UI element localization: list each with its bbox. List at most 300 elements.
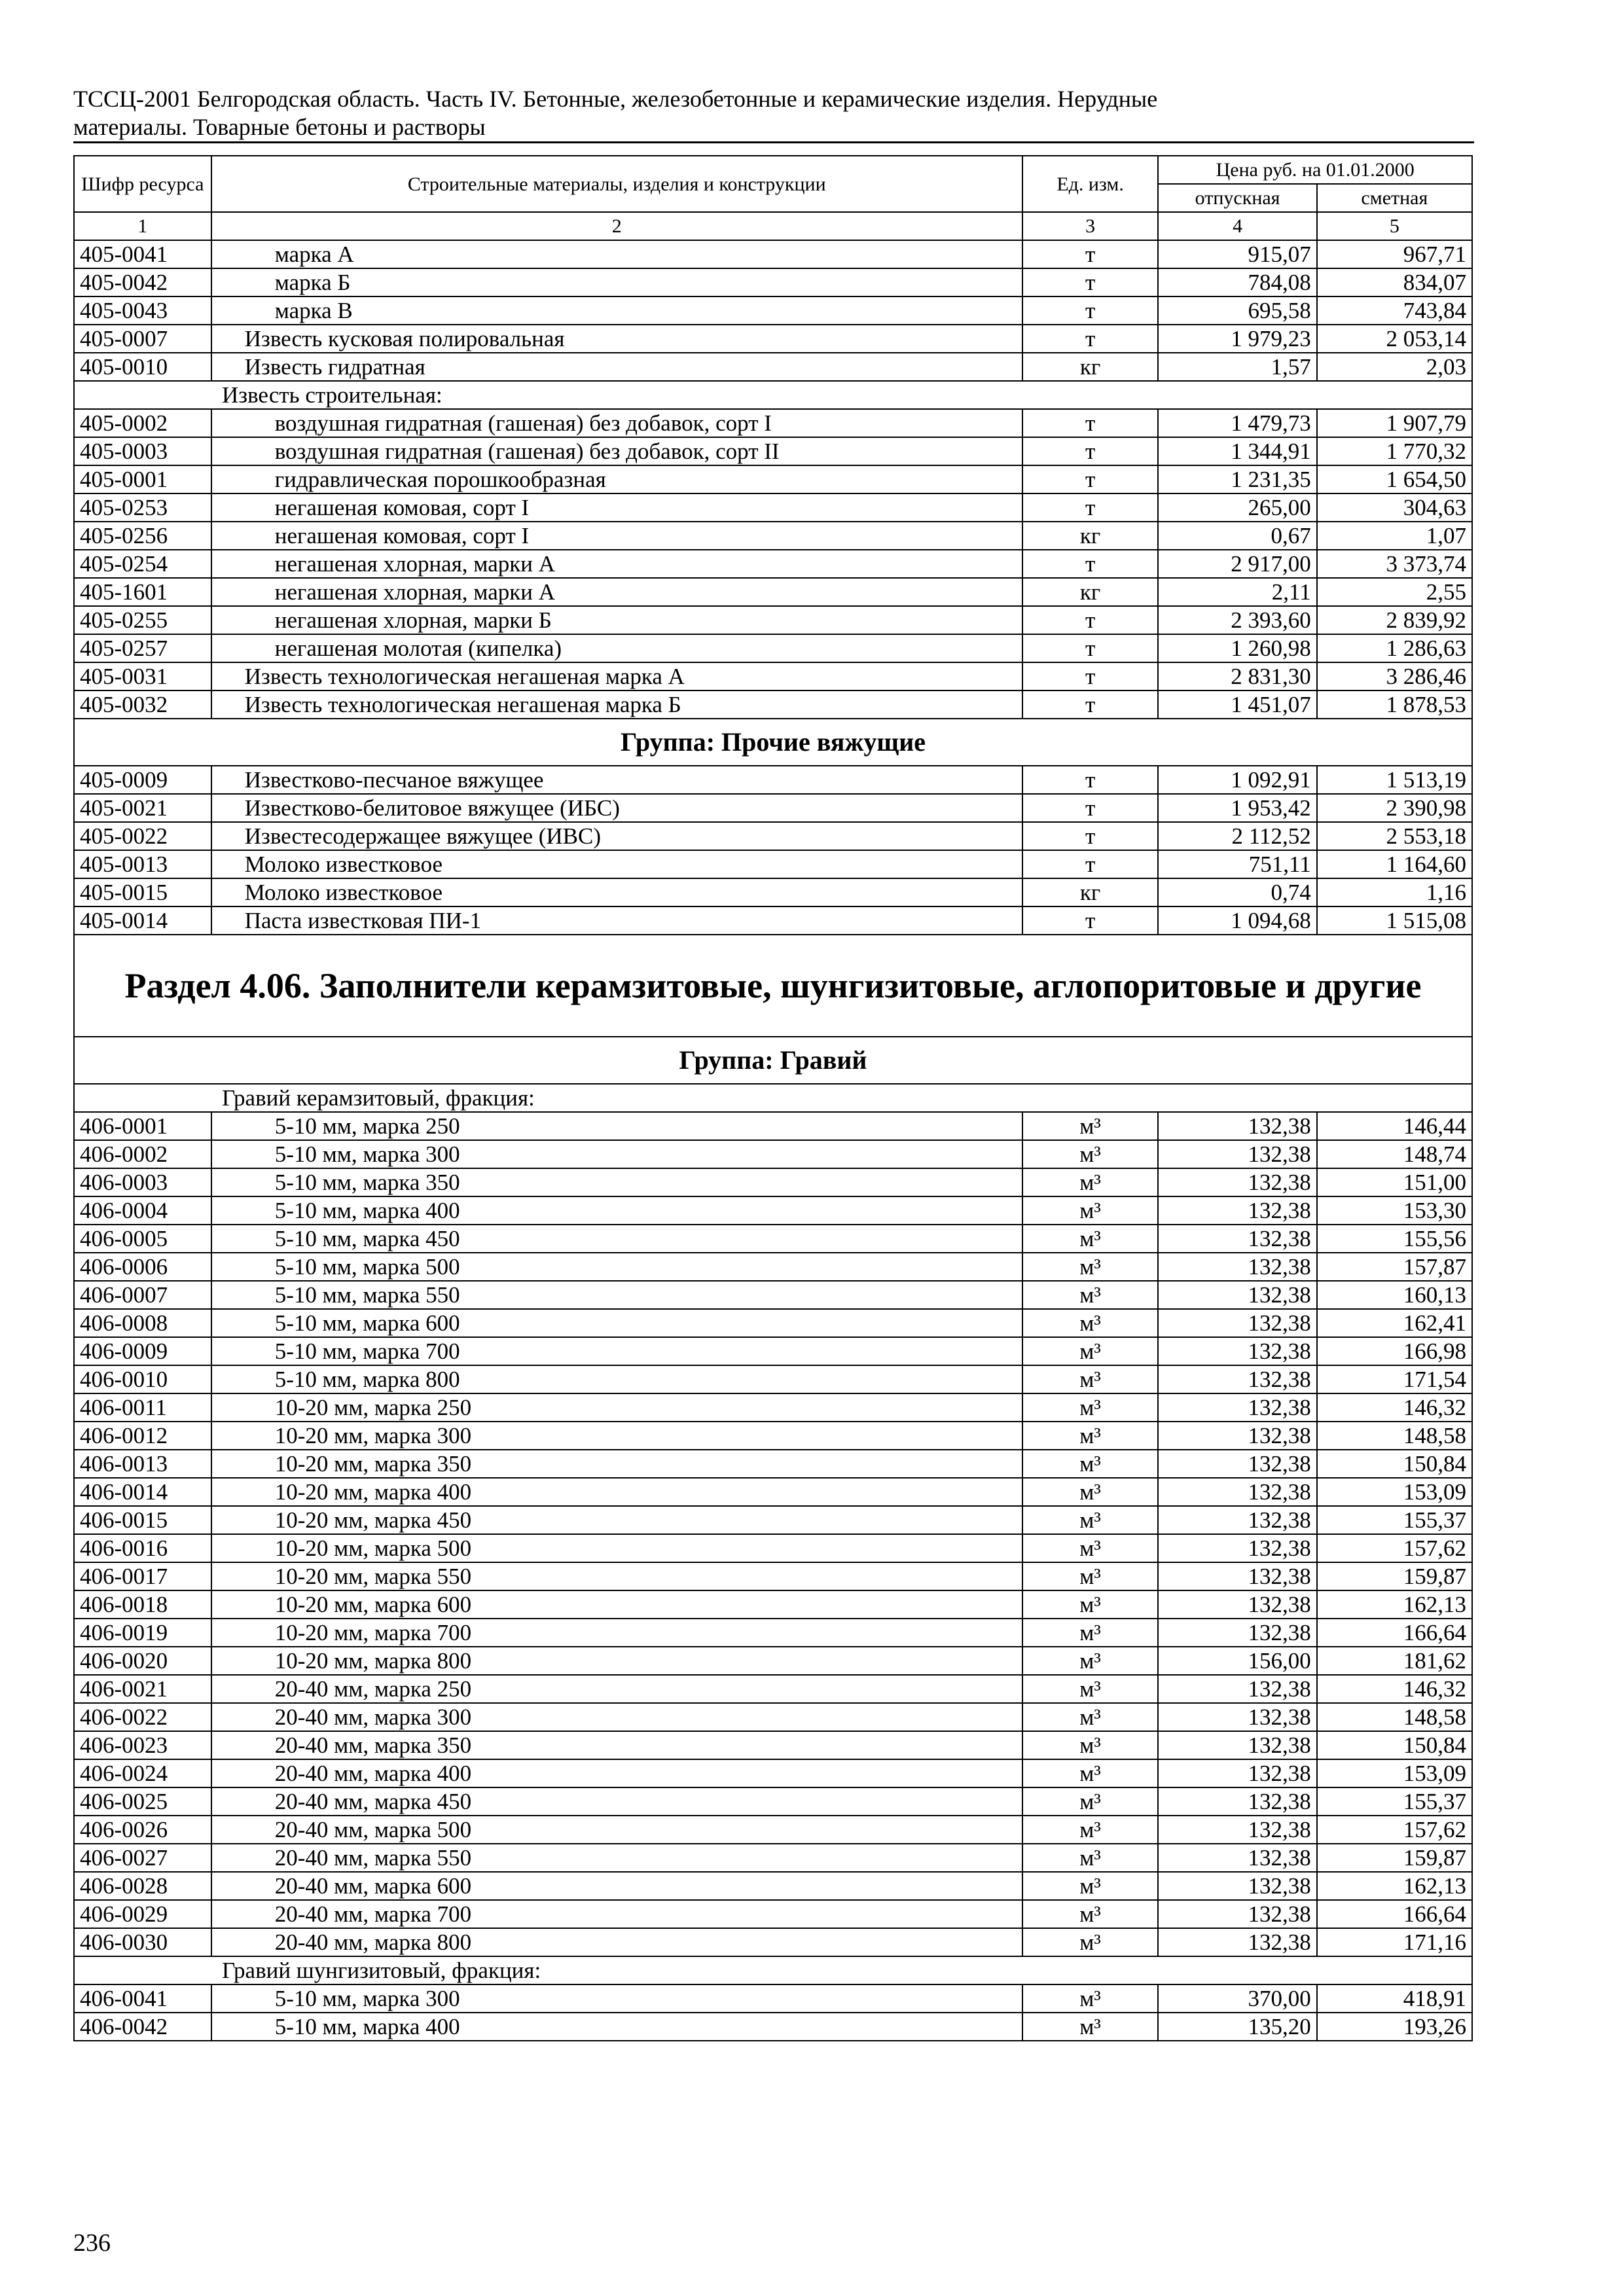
release-price: 132,38 — [1158, 1619, 1316, 1647]
resource-code: 406-0026 — [74, 1816, 211, 1844]
release-price: 135,20 — [1158, 2013, 1316, 2041]
release-price: 1 344,91 — [1158, 437, 1316, 465]
table-row — [74, 1731, 1472, 1759]
unit-cell: т — [1022, 906, 1159, 935]
subheading-row — [74, 1084, 1472, 1112]
table-row — [74, 1675, 1472, 1703]
unit-cell: т — [1022, 662, 1159, 691]
release-price: 132,38 — [1158, 1816, 1316, 1844]
release-price: 132,38 — [1158, 1900, 1316, 1928]
estimate-price: 155,56 — [1317, 1225, 1472, 1253]
resource-code: 405-0015 — [74, 878, 211, 906]
resource-code: 405-0254 — [74, 550, 211, 578]
material-name: Известь технологическая негашеная марка А — [211, 662, 1022, 691]
table-row — [74, 1393, 1472, 1422]
release-price: 132,38 — [1158, 1309, 1316, 1337]
release-price: 1,57 — [1158, 353, 1316, 381]
release-price: 132,38 — [1158, 1112, 1316, 1140]
estimate-price: 146,32 — [1317, 1393, 1472, 1422]
unit-cell: м³ — [1022, 1422, 1159, 1450]
material-name: 10-20 мм, марка 400 — [211, 1478, 1022, 1506]
material-name: 20-40 мм, марка 400 — [211, 1759, 1022, 1787]
resource-code: 405-0021 — [74, 794, 211, 822]
unit-cell: м³ — [1022, 1506, 1159, 1534]
release-price: 132,38 — [1158, 1140, 1316, 1168]
table-row — [74, 1619, 1472, 1647]
estimate-price: 1 286,63 — [1317, 634, 1472, 662]
unit-cell: м³ — [1022, 1619, 1159, 1647]
release-price: 0,67 — [1158, 522, 1316, 550]
release-price: 132,38 — [1158, 1422, 1316, 1450]
material-name: 20-40 мм, марка 600 — [211, 1872, 1022, 1900]
table-row — [74, 522, 1472, 550]
resource-code: 406-0008 — [74, 1309, 211, 1337]
estimate-price: 162,13 — [1317, 1872, 1472, 1900]
table-row — [74, 662, 1472, 691]
material-name: 5-10 мм, марка 550 — [211, 1281, 1022, 1309]
estimate-price: 166,64 — [1317, 1619, 1472, 1647]
table-row — [74, 1759, 1472, 1787]
col-code-header: Шифр ресурса — [74, 156, 211, 212]
material-name: негашеная хлорная, марки А — [211, 578, 1022, 606]
unit-cell: т — [1022, 794, 1159, 822]
resource-code: 406-0004 — [74, 1196, 211, 1225]
unit-cell: т — [1022, 606, 1159, 634]
unit-cell: м³ — [1022, 1309, 1159, 1337]
unit-cell: м³ — [1022, 1393, 1159, 1422]
resource-code: 405-0014 — [74, 906, 211, 935]
table-row — [74, 822, 1472, 850]
material-name: Известь гидратная — [211, 353, 1022, 381]
table-row — [74, 606, 1472, 634]
subheading: Гравий керамзитовый, фракция: — [74, 1084, 1472, 1112]
unit-cell: м³ — [1022, 1844, 1159, 1872]
release-price: 784,08 — [1158, 268, 1316, 296]
table-row — [74, 691, 1472, 719]
release-price: 132,38 — [1158, 1253, 1316, 1281]
material-name: марка А — [211, 240, 1022, 268]
material-name: 10-20 мм, марка 600 — [211, 1590, 1022, 1619]
release-price: 132,38 — [1158, 1196, 1316, 1225]
unit-cell: м³ — [1022, 1816, 1159, 1844]
table-row — [74, 1844, 1472, 1872]
header-line-1: ТССЦ-2001 Белгородская область. Часть IV. Бетонные, железобетонные и керамические изделия. Нерудные — [73, 86, 1158, 112]
estimate-price: 162,13 — [1317, 1590, 1472, 1619]
release-price: 1 260,98 — [1158, 634, 1316, 662]
table-row — [74, 409, 1472, 437]
resource-code: 406-0003 — [74, 1168, 211, 1196]
table-row — [74, 437, 1472, 465]
price-table — [73, 155, 1473, 2041]
release-price: 132,38 — [1158, 1928, 1316, 1956]
release-price: 370,00 — [1158, 1984, 1316, 2013]
release-price: 2 112,52 — [1158, 822, 1316, 850]
unit-cell: м³ — [1022, 1478, 1159, 1506]
material-name: Паста известковая ПИ-1 — [211, 906, 1022, 935]
release-price: 132,38 — [1158, 1365, 1316, 1393]
release-price: 1 479,73 — [1158, 409, 1316, 437]
resource-code: 406-0019 — [74, 1619, 211, 1647]
unit-cell: м³ — [1022, 1759, 1159, 1787]
resource-code: 406-0021 — [74, 1675, 211, 1703]
release-price: 1 953,42 — [1158, 794, 1316, 822]
unit-cell: м³ — [1022, 1225, 1159, 1253]
material-name: 20-40 мм, марка 800 — [211, 1928, 1022, 1956]
unit-cell: м³ — [1022, 1140, 1159, 1168]
release-price: 132,38 — [1158, 1787, 1316, 1816]
section-title-row — [74, 935, 1472, 1037]
material-name: 10-20 мм, марка 300 — [211, 1422, 1022, 1450]
estimate-price: 166,98 — [1317, 1337, 1472, 1365]
release-price: 132,38 — [1158, 1534, 1316, 1562]
estimate-price: 2 553,18 — [1317, 822, 1472, 850]
col-number: 2 — [211, 212, 1022, 240]
table-row — [74, 1253, 1472, 1281]
table-row — [74, 550, 1472, 578]
estimate-price: 1 513,19 — [1317, 766, 1472, 794]
col-number: 1 — [74, 212, 211, 240]
unit-cell: т — [1022, 240, 1159, 268]
material-name: негашеная хлорная, марки Б — [211, 606, 1022, 634]
table-row — [74, 1281, 1472, 1309]
material-name: гидравлическая порошкообразная — [211, 465, 1022, 493]
unit-cell: м³ — [1022, 1281, 1159, 1309]
unit-cell: кг — [1022, 522, 1159, 550]
release-price: 132,38 — [1158, 1675, 1316, 1703]
table-row — [74, 1112, 1472, 1140]
table-row — [74, 1562, 1472, 1590]
estimate-price: 2,03 — [1317, 353, 1472, 381]
resource-code: 406-0023 — [74, 1731, 211, 1759]
estimate-price: 157,62 — [1317, 1534, 1472, 1562]
material-name: 20-40 мм, марка 250 — [211, 1675, 1022, 1703]
table-row — [74, 2013, 1472, 2041]
resource-code: 406-0018 — [74, 1590, 211, 1619]
resource-code: 406-0028 — [74, 1872, 211, 1900]
table-row — [74, 1450, 1472, 1478]
unit-cell: м³ — [1022, 1900, 1159, 1928]
unit-cell: м³ — [1022, 1928, 1159, 1956]
resource-code: 406-0025 — [74, 1787, 211, 1816]
resource-code: 406-0016 — [74, 1534, 211, 1562]
estimate-price: 146,32 — [1317, 1675, 1472, 1703]
estimate-price: 153,09 — [1317, 1759, 1472, 1787]
unit-cell: т — [1022, 634, 1159, 662]
material-name: 5-10 мм, марка 500 — [211, 1253, 1022, 1281]
material-name: негашеная хлорная, марки А — [211, 550, 1022, 578]
resource-code: 405-0042 — [74, 268, 211, 296]
unit-cell: т — [1022, 409, 1159, 437]
table-row — [74, 634, 1472, 662]
resource-code: 406-0013 — [74, 1450, 211, 1478]
table-body — [74, 240, 1472, 2041]
estimate-price: 193,26 — [1317, 2013, 1472, 2041]
material-name: Молоко известковое — [211, 878, 1022, 906]
release-price: 132,38 — [1158, 1703, 1316, 1731]
release-price: 1 451,07 — [1158, 691, 1316, 719]
col-number: 3 — [1022, 212, 1159, 240]
table-row — [74, 1590, 1472, 1619]
resource-code: 406-0001 — [74, 1112, 211, 1140]
material-name: 10-20 мм, марка 450 — [211, 1506, 1022, 1534]
resource-code: 405-0013 — [74, 850, 211, 878]
table-row — [74, 268, 1472, 296]
material-name: 20-40 мм, марка 450 — [211, 1787, 1022, 1816]
release-price: 132,38 — [1158, 1731, 1316, 1759]
material-name: 20-40 мм, марка 500 — [211, 1816, 1022, 1844]
resource-code: 406-0009 — [74, 1337, 211, 1365]
release-price: 1 092,91 — [1158, 766, 1316, 794]
table-row — [74, 1816, 1472, 1844]
resource-code: 405-0041 — [74, 240, 211, 268]
release-price: 132,38 — [1158, 1872, 1316, 1900]
estimate-price: 160,13 — [1317, 1281, 1472, 1309]
unit-cell: м³ — [1022, 1590, 1159, 1619]
estimate-price: 1 164,60 — [1317, 850, 1472, 878]
col-release-header: отпускная — [1158, 184, 1316, 212]
table-row — [74, 1703, 1472, 1731]
unit-cell: т — [1022, 766, 1159, 794]
subheading-row — [74, 1956, 1472, 1984]
release-price: 156,00 — [1158, 1647, 1316, 1675]
table-row — [74, 1140, 1472, 1168]
unit-cell: м³ — [1022, 2013, 1159, 2041]
estimate-price: 1,07 — [1317, 522, 1472, 550]
material-name: негашеная комовая, сорт I — [211, 522, 1022, 550]
subheading: Гравий шунгизитовый, фракция: — [74, 1956, 1472, 1984]
material-name: 5-10 мм, марка 250 — [211, 1112, 1022, 1140]
estimate-price: 171,16 — [1317, 1928, 1472, 1956]
resource-code: 406-0011 — [74, 1393, 211, 1422]
estimate-price: 157,87 — [1317, 1253, 1472, 1281]
release-price: 132,38 — [1158, 1759, 1316, 1787]
table-row — [74, 1365, 1472, 1393]
estimate-price: 146,44 — [1317, 1112, 1472, 1140]
material-name: 5-10 мм, марка 400 — [211, 1196, 1022, 1225]
unit-cell: т — [1022, 325, 1159, 353]
estimate-price: 967,71 — [1317, 240, 1472, 268]
resource-code: 405-0256 — [74, 522, 211, 550]
material-name: 20-40 мм, марка 350 — [211, 1731, 1022, 1759]
resource-code: 405-0257 — [74, 634, 211, 662]
resource-code: 406-0017 — [74, 1562, 211, 1590]
resource-code: 405-0255 — [74, 606, 211, 634]
unit-cell: м³ — [1022, 1168, 1159, 1196]
unit-cell: м³ — [1022, 1872, 1159, 1900]
release-price: 1 231,35 — [1158, 465, 1316, 493]
unit-cell: м³ — [1022, 1365, 1159, 1393]
unit-cell: т — [1022, 822, 1159, 850]
table-row — [74, 1168, 1472, 1196]
estimate-price: 304,63 — [1317, 493, 1472, 522]
release-price: 132,38 — [1158, 1450, 1316, 1478]
release-price: 2 393,60 — [1158, 606, 1316, 634]
material-name: 10-20 мм, марка 800 — [211, 1647, 1022, 1675]
unit-cell: кг — [1022, 578, 1159, 606]
release-price: 265,00 — [1158, 493, 1316, 522]
unit-cell: кг — [1022, 353, 1159, 381]
table-row — [74, 1984, 1472, 2013]
resource-code: 405-0043 — [74, 296, 211, 325]
page-number: 236 — [73, 2229, 111, 2257]
resource-code: 406-0014 — [74, 1478, 211, 1506]
material-name: марка Б — [211, 268, 1022, 296]
material-name: Известесодержащее вяжущее (ИВС) — [211, 822, 1022, 850]
resource-code: 406-0029 — [74, 1900, 211, 1928]
table-row — [74, 1534, 1472, 1562]
table-row — [74, 1196, 1472, 1225]
resource-code: 406-0041 — [74, 1984, 211, 2013]
unit-cell: м³ — [1022, 1787, 1159, 1816]
estimate-price: 148,58 — [1317, 1703, 1472, 1731]
estimate-price: 2 053,14 — [1317, 325, 1472, 353]
unit-cell: кг — [1022, 878, 1159, 906]
estimate-price: 155,37 — [1317, 1506, 1472, 1534]
release-price: 132,38 — [1158, 1506, 1316, 1534]
release-price: 132,38 — [1158, 1337, 1316, 1365]
estimate-price: 1 654,50 — [1317, 465, 1472, 493]
release-price: 132,38 — [1158, 1393, 1316, 1422]
resource-code: 406-0012 — [74, 1422, 211, 1450]
material-name: 20-40 мм, марка 700 — [211, 1900, 1022, 1928]
release-price: 132,38 — [1158, 1844, 1316, 1872]
estimate-price: 171,54 — [1317, 1365, 1472, 1393]
estimate-price: 148,58 — [1317, 1422, 1472, 1450]
resource-code: 405-0032 — [74, 691, 211, 719]
col-number: 5 — [1317, 212, 1472, 240]
table-row — [74, 325, 1472, 353]
unit-cell: м³ — [1022, 1337, 1159, 1365]
table-row — [74, 1647, 1472, 1675]
unit-cell: т — [1022, 268, 1159, 296]
column-number-row — [74, 212, 1472, 240]
estimate-price: 155,37 — [1317, 1787, 1472, 1816]
material-name: 5-10 мм, марка 350 — [211, 1168, 1022, 1196]
resource-code: 405-0003 — [74, 437, 211, 465]
estimate-price: 418,91 — [1317, 1984, 1472, 2013]
resource-code: 405-0010 — [74, 353, 211, 381]
table-row — [74, 850, 1472, 878]
material-name: 10-20 мм, марка 350 — [211, 1450, 1022, 1478]
unit-cell: м³ — [1022, 1253, 1159, 1281]
estimate-price: 162,41 — [1317, 1309, 1472, 1337]
estimate-price: 1 878,53 — [1317, 691, 1472, 719]
estimate-price: 148,74 — [1317, 1140, 1472, 1168]
table-row — [74, 1478, 1472, 1506]
resource-code: 406-0005 — [74, 1225, 211, 1253]
resource-code: 405-0001 — [74, 465, 211, 493]
table-row — [74, 296, 1472, 325]
resource-code: 406-0002 — [74, 1140, 211, 1168]
release-price: 915,07 — [1158, 240, 1316, 268]
estimate-price: 159,87 — [1317, 1562, 1472, 1590]
unit-cell: м³ — [1022, 1534, 1159, 1562]
resource-code: 406-0010 — [74, 1365, 211, 1393]
unit-cell: м³ — [1022, 1112, 1159, 1140]
estimate-price: 157,62 — [1317, 1816, 1472, 1844]
material-name: Известь технологическая негашеная марка Б — [211, 691, 1022, 719]
estimate-price: 2 839,92 — [1317, 606, 1472, 634]
material-name: Известково-песчаное вяжущее — [211, 766, 1022, 794]
table-row — [74, 794, 1472, 822]
table-row — [74, 240, 1472, 268]
table-row — [74, 1337, 1472, 1365]
group-title: Группа: Гравий — [74, 1037, 1472, 1084]
release-price: 132,38 — [1158, 1281, 1316, 1309]
estimate-price: 181,62 — [1317, 1647, 1472, 1675]
material-name: марка В — [211, 296, 1022, 325]
material-name: 20-40 мм, марка 300 — [211, 1703, 1022, 1731]
running-header — [73, 85, 1474, 143]
material-name: 5-10 мм, марка 300 — [211, 1140, 1022, 1168]
material-name: 5-10 мм, марка 300 — [211, 1984, 1022, 2013]
estimate-price: 3 286,46 — [1317, 662, 1472, 691]
table-row — [74, 353, 1472, 381]
table-header — [74, 156, 1472, 240]
col-number: 4 — [1158, 212, 1316, 240]
unit-cell: т — [1022, 850, 1159, 878]
table-row — [74, 906, 1472, 935]
table-row — [74, 578, 1472, 606]
table-row — [74, 878, 1472, 906]
resource-code: 406-0020 — [74, 1647, 211, 1675]
unit-cell: м³ — [1022, 1703, 1159, 1731]
col-unit-header: Ед. изм. — [1022, 156, 1159, 212]
table-row — [74, 1872, 1472, 1900]
release-price: 2 831,30 — [1158, 662, 1316, 691]
release-price: 2,11 — [1158, 578, 1316, 606]
col-price-header: Цена руб. на 01.01.2000 — [1158, 156, 1472, 184]
material-name: 10-20 мм, марка 550 — [211, 1562, 1022, 1590]
unit-cell: т — [1022, 493, 1159, 522]
release-price: 751,11 — [1158, 850, 1316, 878]
group-title-row — [74, 719, 1472, 766]
material-name: 5-10 мм, марка 700 — [211, 1337, 1022, 1365]
material-name: негашеная комовая, сорт I — [211, 493, 1022, 522]
resource-code: 405-0007 — [74, 325, 211, 353]
release-price: 132,38 — [1158, 1590, 1316, 1619]
estimate-price: 3 373,74 — [1317, 550, 1472, 578]
estimate-price: 2,55 — [1317, 578, 1472, 606]
release-price: 132,38 — [1158, 1225, 1316, 1253]
unit-cell: м³ — [1022, 1984, 1159, 2013]
estimate-price: 150,84 — [1317, 1731, 1472, 1759]
resource-code: 406-0007 — [74, 1281, 211, 1309]
table-row — [74, 1787, 1472, 1816]
unit-cell: т — [1022, 691, 1159, 719]
release-price: 1 094,68 — [1158, 906, 1316, 935]
estimate-price: 166,64 — [1317, 1900, 1472, 1928]
unit-cell: т — [1022, 465, 1159, 493]
material-name: 5-10 мм, марка 600 — [211, 1309, 1022, 1337]
resource-code: 405-0253 — [74, 493, 211, 522]
resource-code: 406-0024 — [74, 1759, 211, 1787]
table-row — [74, 465, 1472, 493]
material-name: воздушная гидратная (гашеная) без добавок, сорт I — [211, 409, 1022, 437]
material-name: 10-20 мм, марка 250 — [211, 1393, 1022, 1422]
section-title: Раздел 4.06. Заполнители керамзитовые, шунгизитовые, аглопоритовые и другие — [74, 935, 1472, 1037]
resource-code: 405-0002 — [74, 409, 211, 437]
resource-code: 405-0022 — [74, 822, 211, 850]
estimate-price: 1 907,79 — [1317, 409, 1472, 437]
unit-cell: м³ — [1022, 1731, 1159, 1759]
table-row — [74, 1422, 1472, 1450]
material-name: негашеная молотая (кипелка) — [211, 634, 1022, 662]
release-price: 695,58 — [1158, 296, 1316, 325]
resource-code: 406-0030 — [74, 1928, 211, 1956]
table-row — [74, 1225, 1472, 1253]
release-price: 0,74 — [1158, 878, 1316, 906]
